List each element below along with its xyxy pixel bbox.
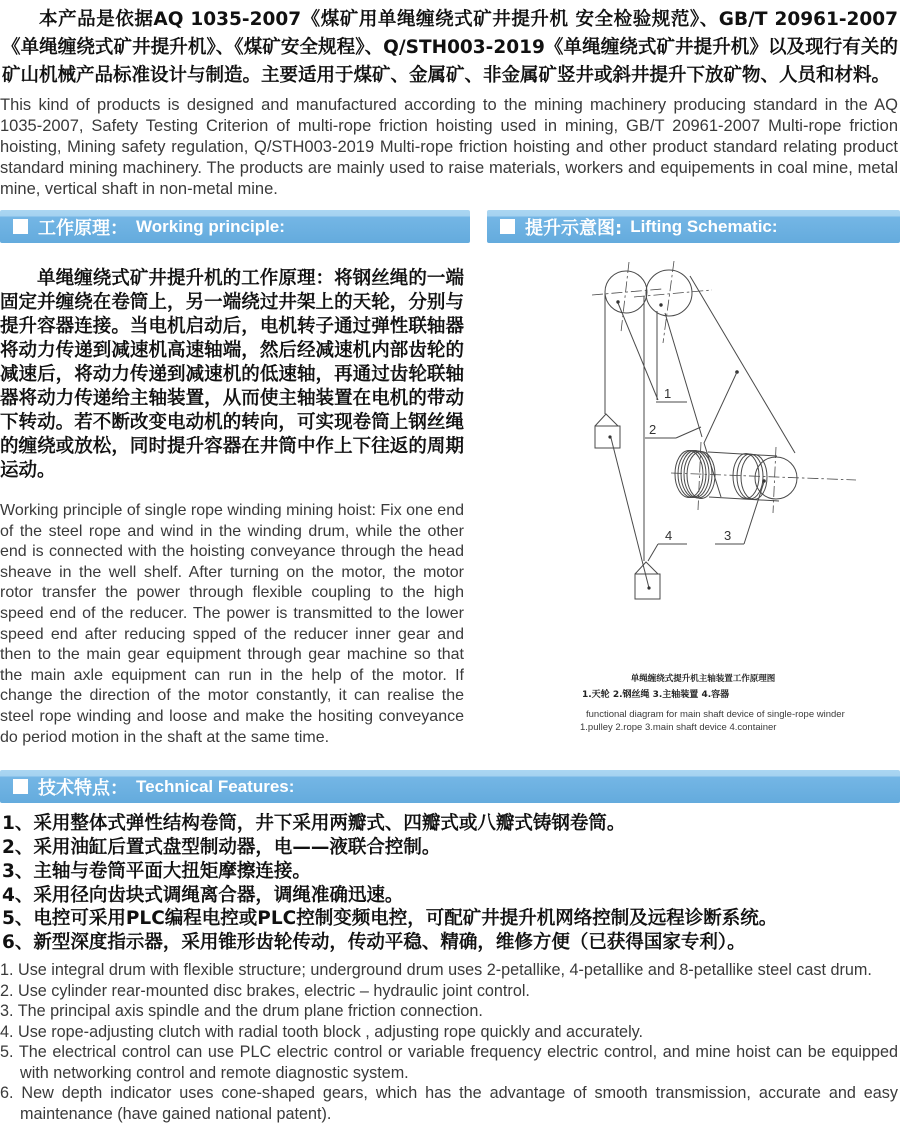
feature-item-zh: 6、新型深度指示器，采用锥形齿轮传动，传动平稳、精确，维修方便（已获得国家专利）。 [2, 932, 746, 954]
feature-item-zh: 4、采用径向齿块式调绳离合器，调绳准确迅速。 [2, 884, 404, 906]
white-square-bullet-icon [13, 779, 28, 794]
technical-features-title-zh: 技术特点： [38, 777, 128, 799]
lifting-schematic-header [487, 210, 900, 243]
label-3: 3 [724, 528, 732, 543]
lifting-schematic-column [470, 248, 900, 764]
lifting-schematic-title-zh: 提升示意图: [525, 217, 623, 239]
label-4: 4 [665, 528, 673, 543]
working-principle-title-zh: 工作原理： [38, 217, 128, 239]
feature-item-en: 2. Use cylinder rear-mounted disc brakes, electric – hydraulic joint control. [0, 981, 530, 1000]
feature-item-zh: 1、采用整体式弹性结构卷筒，井下采用两瓣式、四瓣式或八瓣式铸钢卷筒。 [2, 813, 626, 835]
label-1: 1 [664, 386, 672, 401]
feature-item-en: 5. The electrical control can use PLC electric control or variable frequency electric control, and mine hoist can be equipped with networking control and remote diagnostic system. [0, 1043, 898, 1082]
feature-item-en: 1. Use integral drum with flexible structure; underground drum uses 2-petallike, 4-petallike and 8-petallike steel cast drum. [0, 960, 872, 979]
feature-item-zh: 3、主轴与卷筒平面大扭矩摩擦连接。 [2, 860, 311, 882]
feature-item-en: 4. Use rope-adjusting clutch with radial tooth block , adjusting rope quickly and accurately. [0, 1022, 644, 1041]
feature-item-zh: 2、采用油缸后置式盘型制动器，电——液联合控制。 [2, 836, 441, 858]
white-square-bullet-icon [500, 219, 515, 234]
product-description-page [0, 6, 900, 1125]
section-headers-row [0, 210, 900, 243]
diagram-legend-en: 1.pulley 2.rope 3.main shaft device 4.container [580, 722, 777, 733]
head-sheaves [592, 261, 712, 343]
working-principle-column [0, 248, 470, 764]
white-square-bullet-icon [13, 219, 28, 234]
container-upper [595, 414, 620, 448]
working-principle-body-zh: 单绳缠绕式矿井提升机的工作原理：将钢丝绳的一端固定并缠绕在卷筒上，另一端绕过井架上的天轮，分别与提升容器连接。当电机启动后，电机转子通过弹性联轴器将动力传递到减速机高速轴端，然后经减速机内部齿轮的减速后，将动力传递到减速机的低速轴，再通过齿轮联轴器将动力传递给主轴装置，从而使主轴装置在电机的带动下转动。若不断改变电动机的转向，可实现卷筒上钢丝绳的缠绕或放松，同时提升容器在井筒中作上下往返的周期运动。 [0, 267, 464, 481]
technical-features-list-zh [0, 803, 900, 955]
feature-item-zh: 5、电控可采用PLC编程电控或PLC控制变频电控，可配矿井提升机网络控制及远程诊断系统。 [2, 908, 778, 930]
working-principle-title-en: Working principle: [136, 216, 285, 236]
working-principle-header [0, 210, 470, 243]
feature-item-en: 6. New depth indicator uses cone-shaped gears, which has the advantage of smooth transmission, accurate and easy maintenance (have gained national patent). [0, 1084, 898, 1124]
lifting-schematic-diagram [558, 250, 898, 670]
diagram-legend-zh: 1.天轮 2.钢丝绳 3.主轴装置 4.容器 [582, 690, 730, 700]
working-principle-body-en: Working principle of single rope winding mining hoist: Fix one end of the steel rope and wind in the winding drum, while the other end is connected with the hoisting conveyance through the head sheave in the well shelf. After turning on the motor, the motor rotor transfer the power through flexible coupling to the high speed end of the reducer. The power is transmitted to the lower speed end after reducing spped of the reducer inner gear and then to the main gear equipment through gear machine so that the main axle equipment can run in the help of the motor. If change the direction of the motor constantly, it can realise the steel rope winding and loose and make the hositing conveyance do period motion in the shaft at the same time. [0, 502, 464, 746]
winding-drum [671, 442, 856, 513]
technical-features-title-en: Technical Features: [136, 776, 295, 796]
callout-labels [645, 386, 764, 561]
technical-features-header [0, 770, 900, 803]
feature-item-en: 3. The principal axis spindle and the drum plane friction connection. [0, 1002, 483, 1021]
diagram-caption-zh: 单绳缠绕式提升机主轴装置工作原理图 [630, 674, 776, 684]
technical-features-list-en [0, 955, 900, 1125]
intro-paragraph-en: This kind of products is designed and manufactured according to the mining machinery producing standard in the AQ 1035-2007, Safety Testing Criterion of multi-rope friction hoisting used in mining, GB/T 20961-2007 Multi-rope friction hoisting, Mining safety regulation, Q/STH003-2019 Multi-rope friction hoisting and other product standard relating product standard mining machinery. The products are mainly used to raise materials, workers and equipements in coal mine, metal mine, vertical shaft in non-metal mine. [0, 96, 898, 198]
lifting-schematic-title-en: Lifting Schematic: [630, 216, 778, 236]
diagram-caption-en: functional diagram for main shaft device of single-rope winder [586, 709, 845, 720]
intro-paragraph-zh: 本产品是依据AQ 1035-2007《煤矿用单绳缠绕式矿井提升机 安全检验规范》、GB/T 20961-2007《单绳缠绕式矿井提升机》、《煤矿安全规程》、Q/STH003-2019《单绳缠绕式矿井提升机》以及现行有关的矿山机械产品标准设计与制造。主要适用于煤矿、金属矿、非金属矿竖井或斜井提升下放矿物、人员和材料。 [2, 9, 898, 86]
main-content-row [0, 248, 900, 764]
ropes [605, 276, 795, 588]
label-2: 2 [649, 422, 657, 437]
